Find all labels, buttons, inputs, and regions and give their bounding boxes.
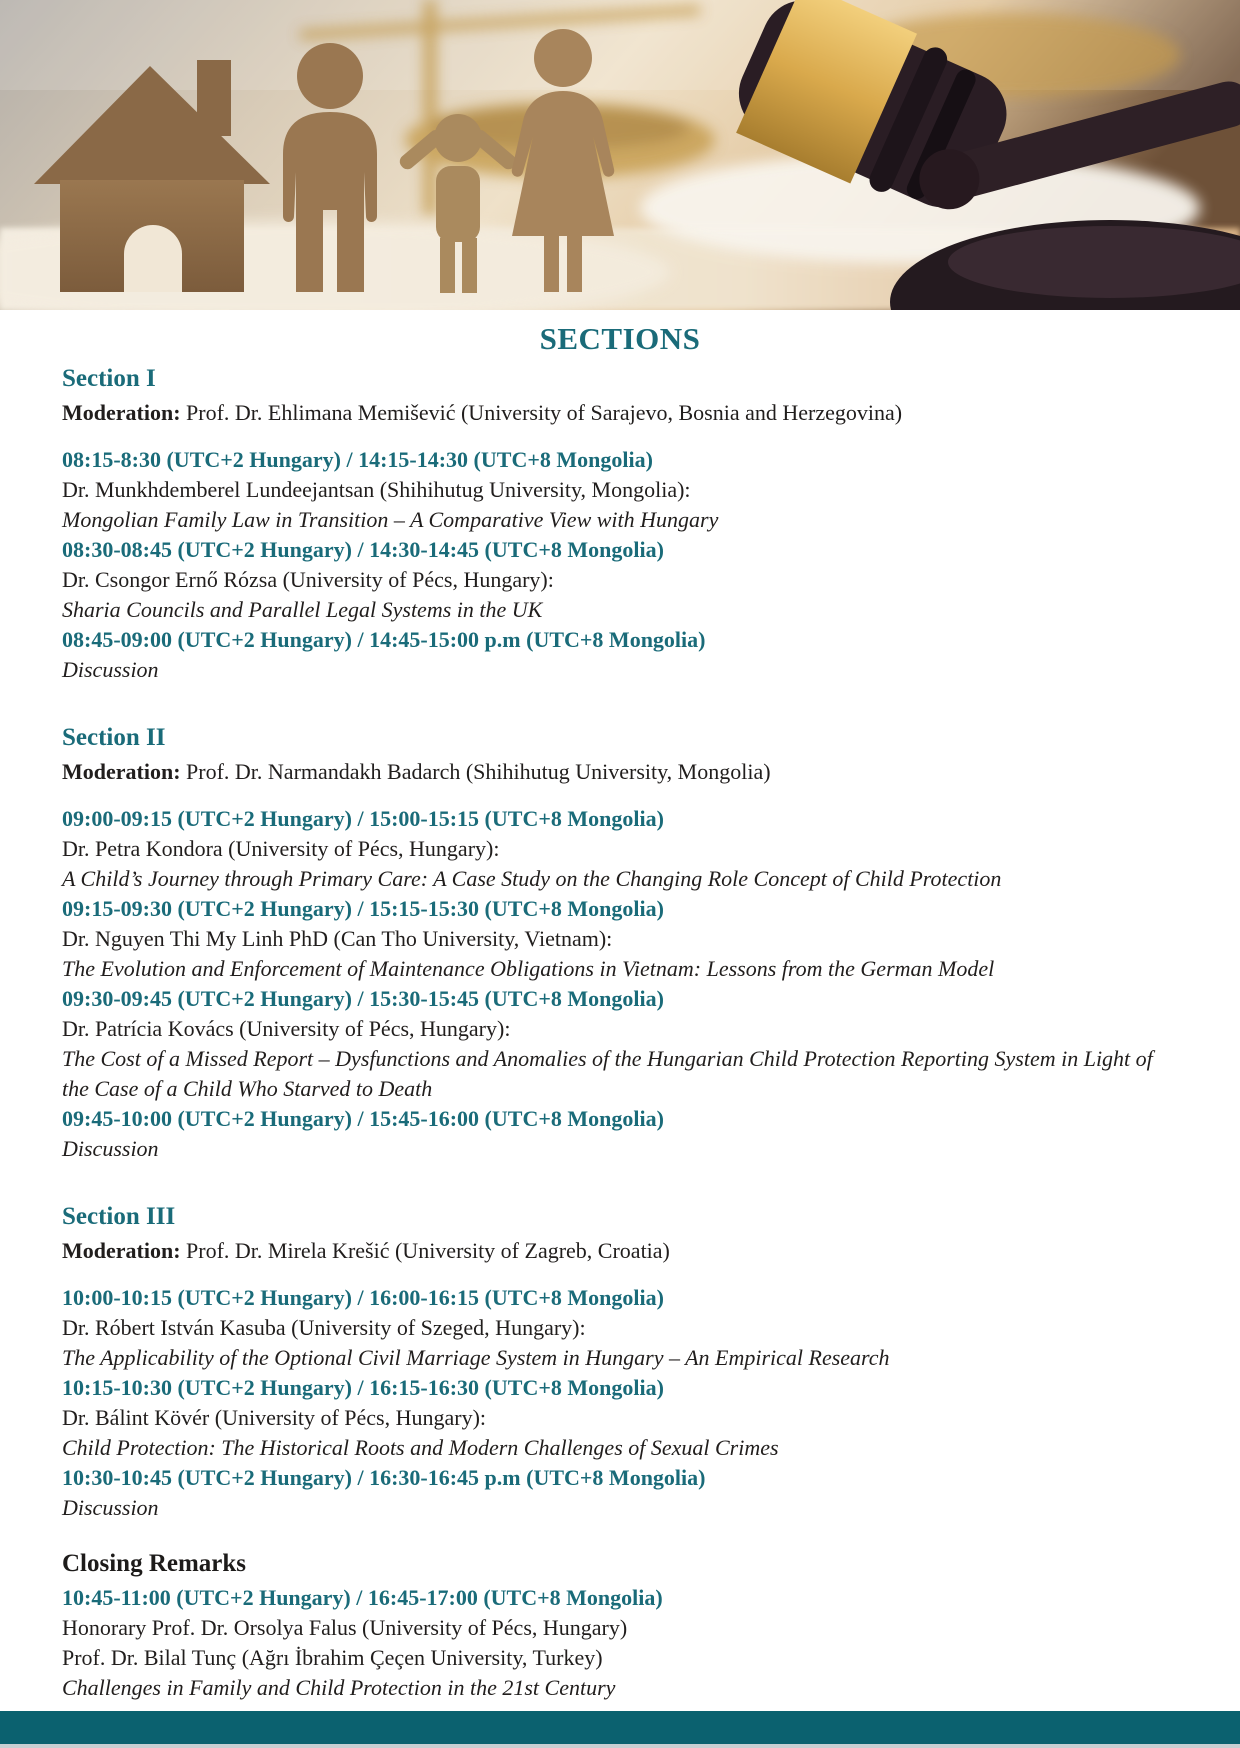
session-speaker: Dr. Csongor Ernő Rózsa (University of Pécs, Hungary): — [62, 567, 554, 592]
closing-remarks — [62, 1547, 1178, 1703]
section-3 — [62, 1200, 1178, 1523]
moderation-line — [62, 1236, 1178, 1266]
session-time: 09:00-09:15 (UTC+2 Hungary) / 15:00-15:15 (UTC+8 Mongolia) — [62, 806, 664, 831]
discussion-label: Discussion — [62, 657, 159, 682]
session-time: 10:30-10:45 (UTC+2 Hungary) / 16:30-16:45 p.m (UTC+8 Mongolia) — [62, 1465, 706, 1490]
session-time: 08:30-08:45 (UTC+2 Hungary) / 14:30-14:45 (UTC+8 Mongolia) — [62, 537, 664, 562]
session-slots — [62, 445, 1178, 685]
moderator-name: Prof. Dr. Narmandakh Badarch (Shihihutug University, Mongolia) — [186, 759, 771, 784]
header-photo-illustration — [0, 0, 1240, 310]
session-speaker: Dr. Nguyen Thi My Linh PhD (Can Tho University, Vietnam): — [62, 926, 613, 951]
header-photo — [0, 0, 1240, 310]
session-speaker: Dr. Petra Kondora (University of Pécs, Hungary): — [62, 836, 500, 861]
session-title: Child Protection: The Historical Roots and Modern Challenges of Sexual Crimes — [62, 1435, 779, 1460]
session-time: 10:00-10:15 (UTC+2 Hungary) / 16:00-16:15 (UTC+8 Mongolia) — [62, 1285, 664, 1310]
moderation-line — [62, 757, 1178, 787]
footer-bar — [0, 1711, 1240, 1744]
closing-slots — [62, 1583, 1178, 1703]
moderation-label: Moderation: — [62, 400, 181, 425]
session-slots — [62, 1283, 1178, 1523]
session-title: The Evolution and Enforcement of Maintenance Obligations in Vietnam: Lessons from the German Model — [62, 956, 995, 981]
closing-speaker: Prof. Dr. Bilal Tunç (Ağrı İbrahim Çeçen University, Turkey) — [62, 1645, 603, 1670]
footer-edge — [0, 1744, 1240, 1748]
session-speaker: Dr. Bálint Kövér (University of Pécs, Hungary): — [62, 1405, 487, 1430]
program-content — [0, 319, 1240, 1703]
session-time: 09:45-10:00 (UTC+2 Hungary) / 15:45-16:00 (UTC+8 Mongolia) — [62, 1106, 664, 1131]
moderation-label: Moderation: — [62, 1238, 181, 1263]
discussion-label: Discussion — [62, 1495, 159, 1520]
closing-speaker: Honorary Prof. Dr. Orsolya Falus (University of Pécs, Hungary) — [62, 1615, 628, 1640]
session-title: Sharia Councils and Parallel Legal Systems in the UK — [62, 597, 543, 622]
session-slots — [62, 804, 1178, 1164]
moderation-label: Moderation: — [62, 759, 181, 784]
session-speaker: Dr. Munkhdemberel Lundeejantsan (Shihihutug University, Mongolia): — [62, 477, 691, 502]
section-2 — [62, 721, 1178, 1164]
moderator-name: Prof. Dr. Ehlimana Memišević (University of Sarajevo, Bosnia and Herzegovina) — [186, 400, 903, 425]
moderation-line — [62, 398, 1178, 428]
session-title: A Child’s Journey through Primary Care: A Case Study on the Changing Role Concept of Child Protection — [62, 866, 1002, 891]
session-time: 10:15-10:30 (UTC+2 Hungary) / 16:15-16:30 (UTC+8 Mongolia) — [62, 1375, 664, 1400]
session-time: 08:45-09:00 (UTC+2 Hungary) / 14:45-15:00 p.m (UTC+8 Mongolia) — [62, 627, 706, 652]
session-time: 10:45-11:00 (UTC+2 Hungary) / 16:45-17:00 (UTC+8 Mongolia) — [62, 1585, 663, 1610]
closing-title: Challenges in Family and Child Protection in the 21st Century — [62, 1675, 616, 1700]
section-heading: Section III — [62, 1203, 176, 1230]
session-title: The Cost of a Missed Report – Dysfunctions and Anomalies of the Hungarian Child Protection Reporting System in Light of the Case of a Child Who Starved to Death — [62, 1046, 1153, 1101]
session-speaker: Dr. Patrícia Kovács (University of Pécs, Hungary): — [62, 1016, 511, 1041]
session-title: Mongolian Family Law in Transition – A Comparative View with Hungary — [62, 507, 719, 532]
moderator-name: Prof. Dr. Mirela Krešić (University of Zagreb, Croatia) — [186, 1238, 670, 1263]
section-heading: Section II — [62, 724, 166, 751]
closing-heading: Closing Remarks — [62, 1550, 247, 1577]
section-1 — [62, 362, 1178, 685]
session-speaker: Dr. Róbert István Kasuba (University of Szeged, Hungary): — [62, 1315, 586, 1340]
page-title: SECTIONS — [539, 321, 701, 356]
session-time: 08:15-8:30 (UTC+2 Hungary) / 14:15-14:30 (UTC+8 Mongolia) — [62, 447, 653, 472]
section-heading: Section I — [62, 365, 156, 392]
session-title: The Applicability of the Optional Civil Marriage System in Hungary – An Empirical Research — [62, 1345, 890, 1370]
session-time: 09:30-09:45 (UTC+2 Hungary) / 15:30-15:45 (UTC+8 Mongolia) — [62, 986, 664, 1011]
session-time: 09:15-09:30 (UTC+2 Hungary) / 15:15-15:30 (UTC+8 Mongolia) — [62, 896, 664, 921]
discussion-label: Discussion — [62, 1136, 159, 1161]
